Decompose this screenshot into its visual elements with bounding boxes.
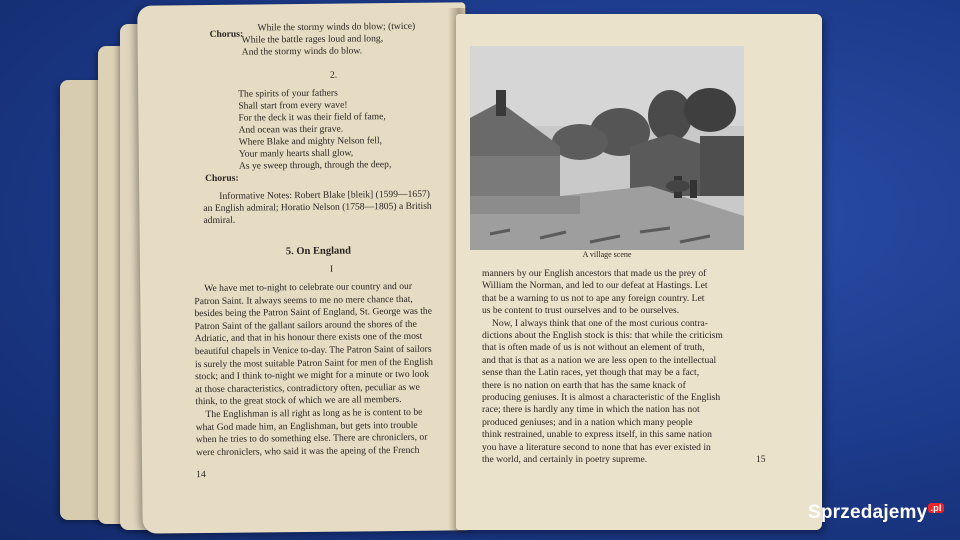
body-line: is surely the most suitable Patron Saint for men of the English bbox=[194, 356, 433, 370]
watermark-suffix: .pl bbox=[930, 502, 942, 513]
verse-line: For the deck it was their field of fame, bbox=[238, 111, 386, 124]
body-line: at those characteristics, contradictory often, peculiar as we bbox=[195, 381, 420, 395]
village-scene-illustration bbox=[470, 46, 744, 250]
photo-caption: A village scene bbox=[582, 250, 632, 259]
body-line: think restrained, unable to express itself, in this same nation bbox=[482, 429, 712, 441]
body-line: the world, and certainly in poetry supreme. bbox=[482, 454, 648, 465]
body-line: that be a warning to us not to ape any foreign country. Let bbox=[482, 292, 705, 304]
body-line: think, to the great stock of which we are all members. bbox=[195, 394, 402, 408]
notes-line: Informative Notes: Robert Blake [bleik] (1599—1657) bbox=[219, 188, 431, 202]
body-line: were chroniclers, who said it was the apeing of the French bbox=[195, 444, 420, 458]
verse-line: Your manly hearts shall glow, bbox=[238, 147, 354, 160]
body-line: you have a literature second to none that has ever existed in bbox=[482, 441, 711, 453]
verse-line: And the stormy winds do blow. bbox=[241, 45, 363, 58]
verse-line: While the battle rages loud and long, bbox=[241, 33, 384, 46]
body-line: beautiful chapels in Venice to-day. The Patron Saint of sailors bbox=[194, 343, 432, 358]
body-line: sense than the Latin races, yet though that may be a fact, bbox=[482, 367, 700, 379]
body-line: when he tries to do something else. There are chroniclers, or bbox=[195, 431, 428, 446]
chorus-label: Chorus: bbox=[209, 28, 244, 40]
verse-line: Shall start from every wave! bbox=[238, 99, 348, 112]
village-photo bbox=[470, 46, 744, 250]
body-line: dictions about the English stock is this: that while the criticism bbox=[482, 330, 723, 341]
body-line: what God made him, an Englishman, but gets into trouble bbox=[195, 419, 418, 433]
notes-line: an English admiral; Horatio Nelson (1758—1805) a British bbox=[203, 200, 432, 215]
left-page bbox=[137, 2, 471, 533]
body-line: Patron Saint of the gallant sailors around the shores of the bbox=[194, 318, 417, 332]
section-roman: I bbox=[329, 263, 334, 275]
body-line: there is no nation on earth that has the same knack of bbox=[482, 379, 686, 391]
body-line: Patron Saint. It always seems to me no mere chance that, bbox=[194, 293, 413, 307]
body-line: us be content to trust ourselves and to be ourselves. bbox=[482, 305, 680, 317]
body-line: Adriatic, and that in his honour there exists one of the most bbox=[194, 331, 423, 345]
body-line: and that is that as a nation we are less open to the intellectual bbox=[482, 354, 717, 366]
body-line: Now, I always think that one of the most curious contra- bbox=[492, 317, 708, 329]
section-title: 5. On England bbox=[285, 245, 351, 258]
chorus-label: Chorus: bbox=[205, 172, 239, 185]
verse-line: While the stormy winds do blow; (twice) bbox=[257, 20, 416, 34]
body-line: stock; and I think to-night we might for a minute or two look bbox=[195, 368, 430, 383]
body-line: We have met to-night to celebrate our country and our bbox=[204, 280, 413, 295]
verse-line: As ye sweep through, through the deep, bbox=[238, 159, 392, 172]
body-line: manners by our English ancestors that made us the prey of bbox=[482, 268, 707, 279]
verse-line: And ocean was their grave. bbox=[238, 123, 344, 136]
sprzedajemy-watermark bbox=[808, 502, 944, 524]
verse-number: 2. bbox=[329, 69, 338, 81]
body-line: The Englishman is all right as long as he is content to be bbox=[205, 406, 423, 421]
body-line: besides being the Patron Saint of England, St. George was the bbox=[194, 305, 433, 320]
body-line: William the Norman, and led to our defeat at Hastings. Let bbox=[482, 280, 708, 292]
body-line: race; there is hardly any time in which the nation has not bbox=[482, 404, 700, 416]
page-number-right: 15 bbox=[756, 454, 766, 465]
body-line: produced geniuses; and in a nation which many people bbox=[482, 416, 693, 428]
body-line: that is often made of us is not without an element of truth, bbox=[482, 342, 705, 354]
page-number-left: 14 bbox=[196, 469, 206, 481]
verse-line: The spirits of your fathers bbox=[238, 87, 338, 100]
verse-line: Where Blake and mighty Nelson fell, bbox=[238, 135, 383, 148]
watermark-text: Sprzedajemy bbox=[808, 502, 928, 523]
body-line: producing geniuses. It is almost a characteristic of the English bbox=[482, 392, 721, 403]
notes-line: admiral. bbox=[203, 214, 236, 227]
